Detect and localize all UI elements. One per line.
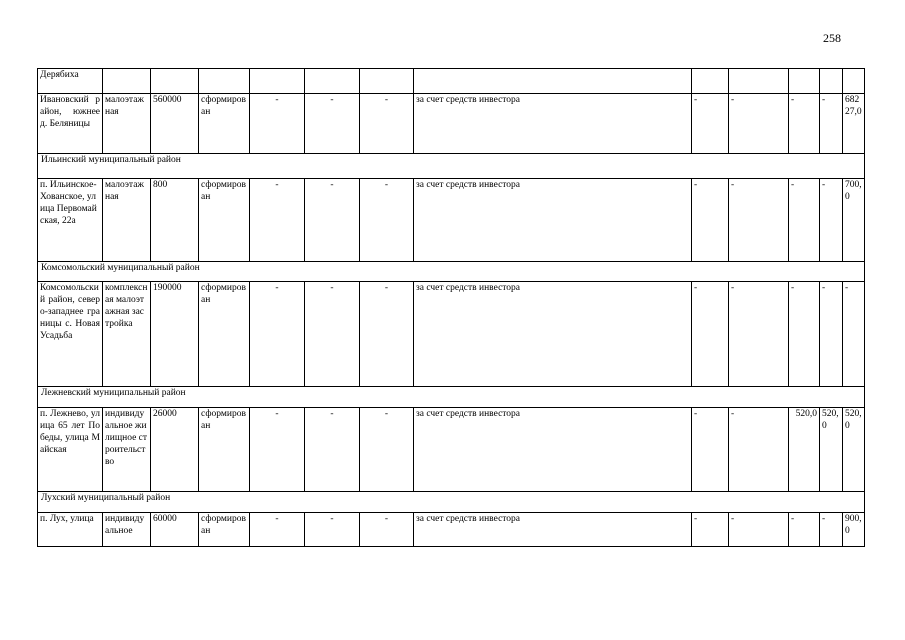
value-cell: - <box>789 179 820 262</box>
value-cell: - <box>789 94 820 154</box>
value-cell: - <box>820 282 843 387</box>
area-cell: 800 <box>151 179 199 262</box>
value-cell: - <box>305 94 360 154</box>
value-cell: - <box>305 282 360 387</box>
value-cell: 520,0 <box>789 408 820 492</box>
status-cell: сформирован <box>199 408 250 492</box>
table-row <box>38 69 865 94</box>
funding-cell: за счет средств инвестора <box>414 94 692 154</box>
value-cell: 900,0 <box>843 513 865 547</box>
place-cell: Комсомольский район, северо-западнее границы с. Новая Усадьба <box>38 282 103 387</box>
value-cell: - <box>729 408 789 492</box>
funding-cell: за счет средств инвестора <box>414 408 692 492</box>
section-title: Ильинский муниципальный район <box>38 154 865 179</box>
type-cell: комплексная малоэтажная застройка <box>103 282 151 387</box>
value-cell: - <box>789 513 820 547</box>
funding-cell: за счет средств инвестора <box>414 179 692 262</box>
status-cell: сформирован <box>199 513 250 547</box>
land-plots-table <box>37 68 865 547</box>
value-cell: 700,0 <box>843 179 865 262</box>
section-row <box>38 154 865 179</box>
value-cell: - <box>360 94 414 154</box>
value-cell: - <box>360 179 414 262</box>
value-cell: 68227,0 <box>843 94 865 154</box>
section-title: Комсомольский муниципальный район <box>38 262 865 282</box>
section-row <box>38 262 865 282</box>
page-number: 258 <box>823 31 841 45</box>
value-cell: - <box>729 513 789 547</box>
funding-cell: за счет средств инвестора <box>414 282 692 387</box>
value-cell: - <box>789 282 820 387</box>
type-cell: малоэтажная <box>103 94 151 154</box>
area-cell: 26000 <box>151 408 199 492</box>
value-cell: - <box>305 179 360 262</box>
value-cell: - <box>729 179 789 262</box>
type-cell: индивидуальное <box>103 513 151 547</box>
value-cell: - <box>692 408 729 492</box>
value-cell: - <box>820 179 843 262</box>
area-cell: 190000 <box>151 282 199 387</box>
value-cell: - <box>250 408 305 492</box>
table-row <box>38 94 865 154</box>
section-row <box>38 492 865 513</box>
value-cell: 520,0 <box>843 408 865 492</box>
value-cell: - <box>692 179 729 262</box>
value-cell: - <box>692 94 729 154</box>
table-row <box>38 408 865 492</box>
table-row <box>38 179 865 262</box>
value-cell: - <box>360 408 414 492</box>
place-cell: п. Ильинское-Хованское, улица Первомайская, 22а <box>38 179 103 262</box>
table-row <box>38 282 865 387</box>
place-cell: п. Лух, улица <box>38 513 103 547</box>
status-cell: сформирован <box>199 282 250 387</box>
value-cell: - <box>729 94 789 154</box>
value-cell: - <box>305 408 360 492</box>
value-cell: - <box>250 282 305 387</box>
place-cell: Ивановский район, южнее д. Беляницы <box>38 94 103 154</box>
place-cell: Дерябиха <box>38 69 103 94</box>
status-cell: сформирован <box>199 179 250 262</box>
table-row <box>38 513 865 547</box>
value-cell: - <box>843 282 865 387</box>
value-cell: - <box>360 513 414 547</box>
value-cell: - <box>250 94 305 154</box>
funding-cell: за счет средств инвестора <box>414 513 692 547</box>
value-cell: - <box>305 513 360 547</box>
value-cell: 520,0 <box>820 408 843 492</box>
type-cell: малоэтажная <box>103 179 151 262</box>
area-cell: 60000 <box>151 513 199 547</box>
value-cell: - <box>250 513 305 547</box>
value-cell: - <box>360 282 414 387</box>
value-cell: - <box>692 282 729 387</box>
section-row <box>38 387 865 408</box>
place-cell: п. Лежнево, улица 65 лет Победы, улица Майская <box>38 408 103 492</box>
value-cell: - <box>250 179 305 262</box>
section-title: Лежневский муниципальный район <box>38 387 865 408</box>
status-cell: сформирован <box>199 94 250 154</box>
section-title: Лухский муниципальный район <box>38 492 865 513</box>
value-cell: - <box>820 513 843 547</box>
value-cell: - <box>820 94 843 154</box>
area-cell: 560000 <box>151 94 199 154</box>
value-cell: - <box>729 282 789 387</box>
value-cell: - <box>692 513 729 547</box>
type-cell: индивидуальное жилищное строительство <box>103 408 151 492</box>
